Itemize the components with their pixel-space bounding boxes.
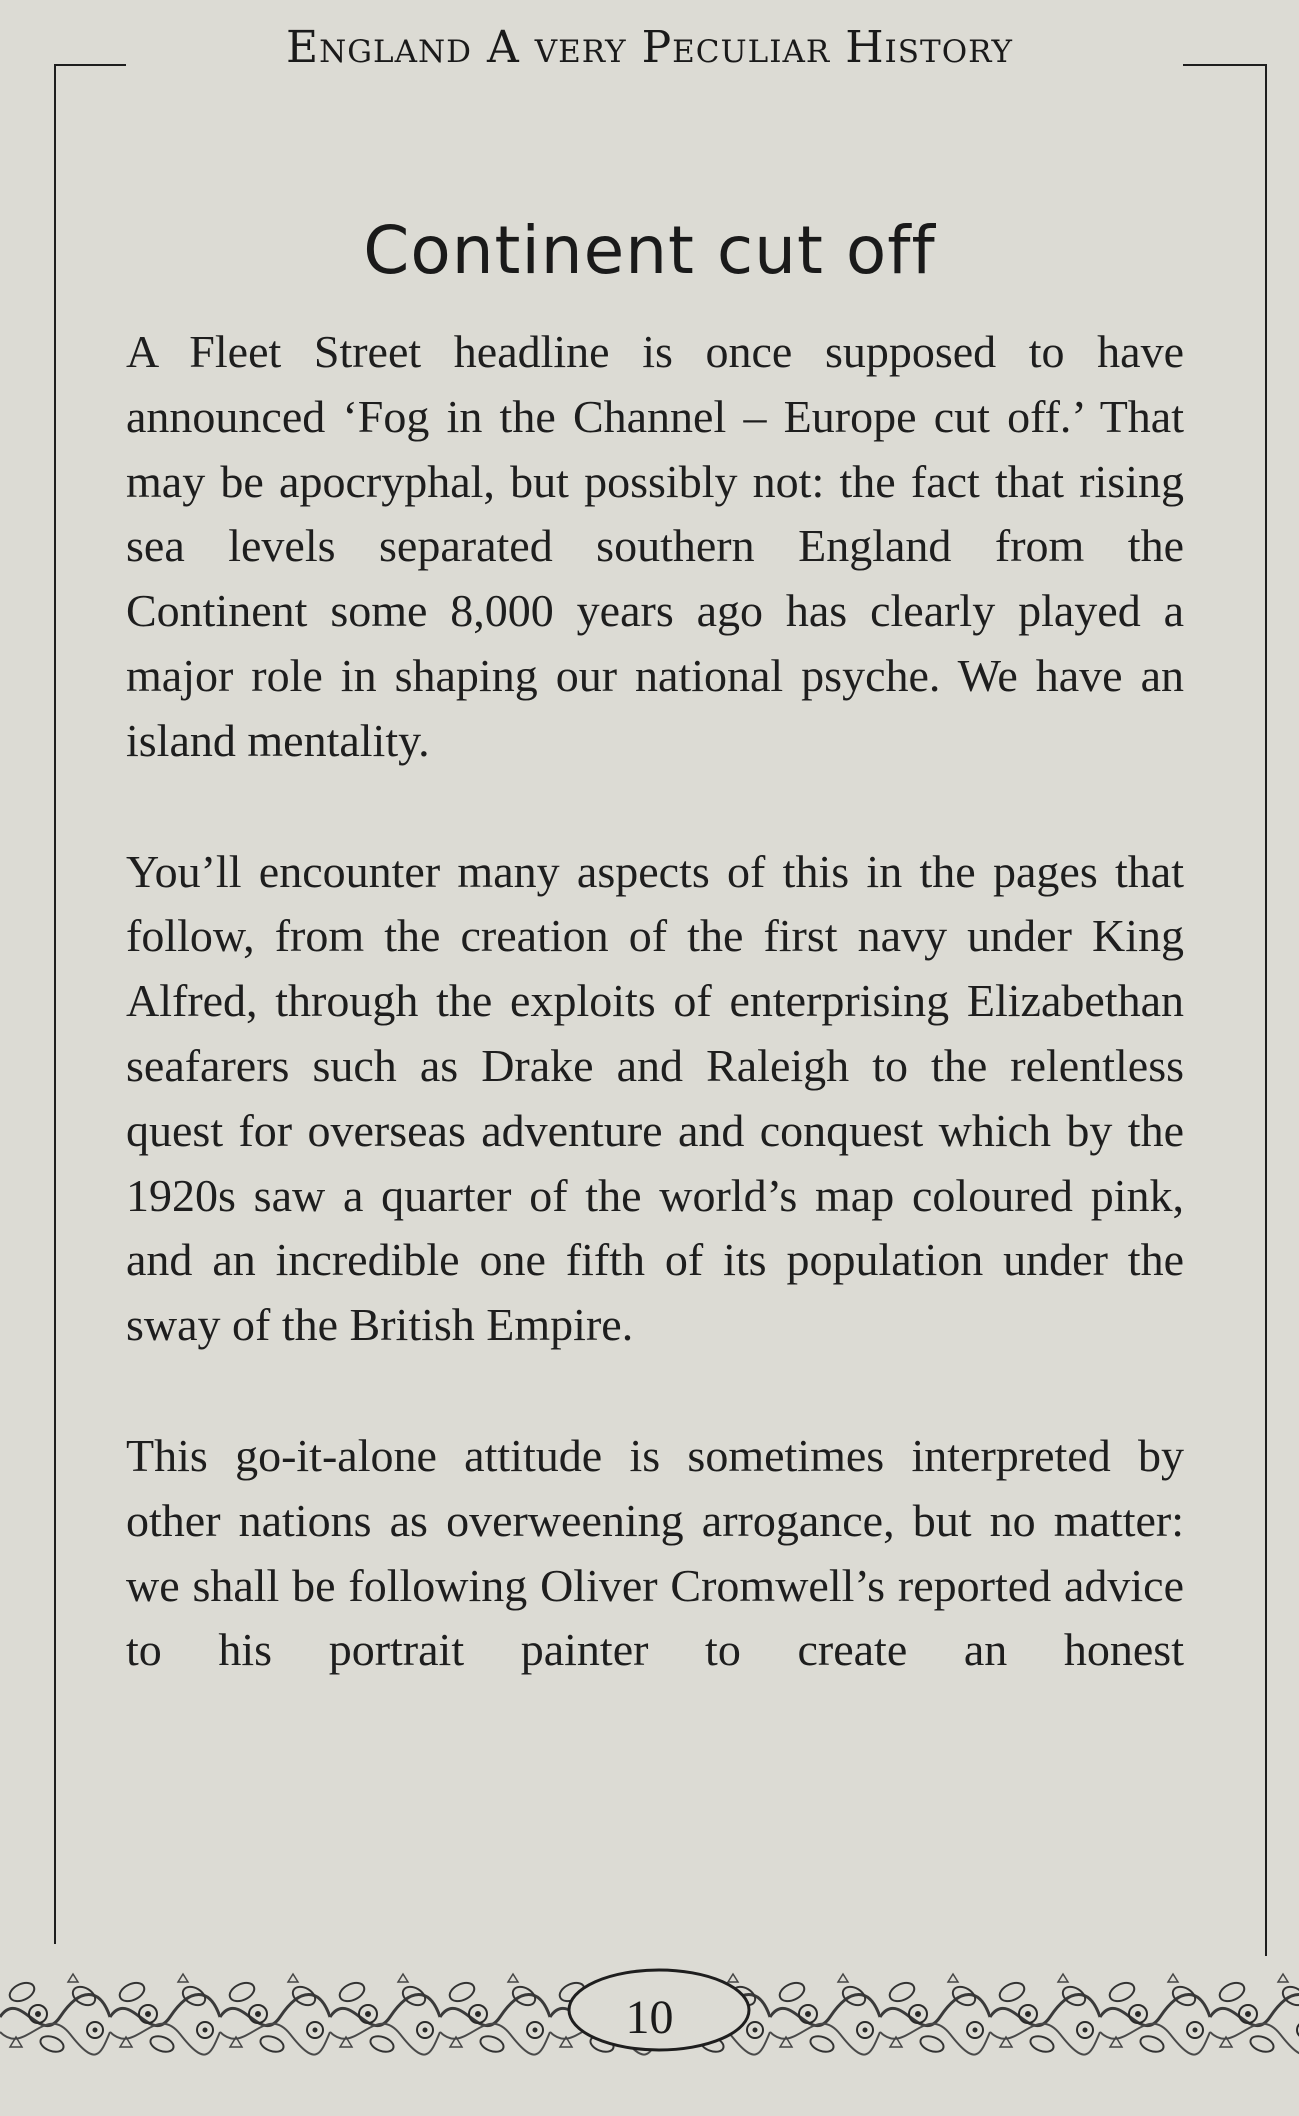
frame-top-left-rule (54, 64, 126, 66)
running-head: England A very Peculiar History (286, 22, 1013, 73)
section-title: Continent cut off (363, 212, 936, 290)
frame-top-right-rule (1183, 64, 1267, 66)
frame-right-rule (1265, 64, 1267, 1956)
body-text (126, 320, 1184, 1749)
paragraph-1: A Fleet Street headline is once supposed to have announced ‘Fog in the Channel – Europe cut off.’ That may be apocryphal, but possibly not: the fact that rising sea levels separated southern England from the Continent some 8,000 years ago has clearly played a major role in shaping our national psyche. We have an island mentality. (126, 326, 1184, 766)
paragraph-2: You’ll encounter many aspects of this in the pages that follow, from the creation of the first navy under King Alfred, through the exploits of enterprising Elizabethan seafarers such as Drake and Raleigh to the relentless quest for overseas adventure and conquest which by the 1920s saw a quarter of the world’s map coloured pink, and an incredible one fifth of its population under the sway of the British Empire. (126, 845, 1184, 1351)
paragraph-3: This go-it-alone attitude is sometimes interpreted by other nations as overweening arrogance, but no matter: we shall be following Oliver Cromwell’s reported advice to his portrait painter to create an honest (126, 1429, 1184, 1676)
frame-left-rule (54, 64, 56, 1944)
page-number: 10 (625, 1991, 674, 2044)
